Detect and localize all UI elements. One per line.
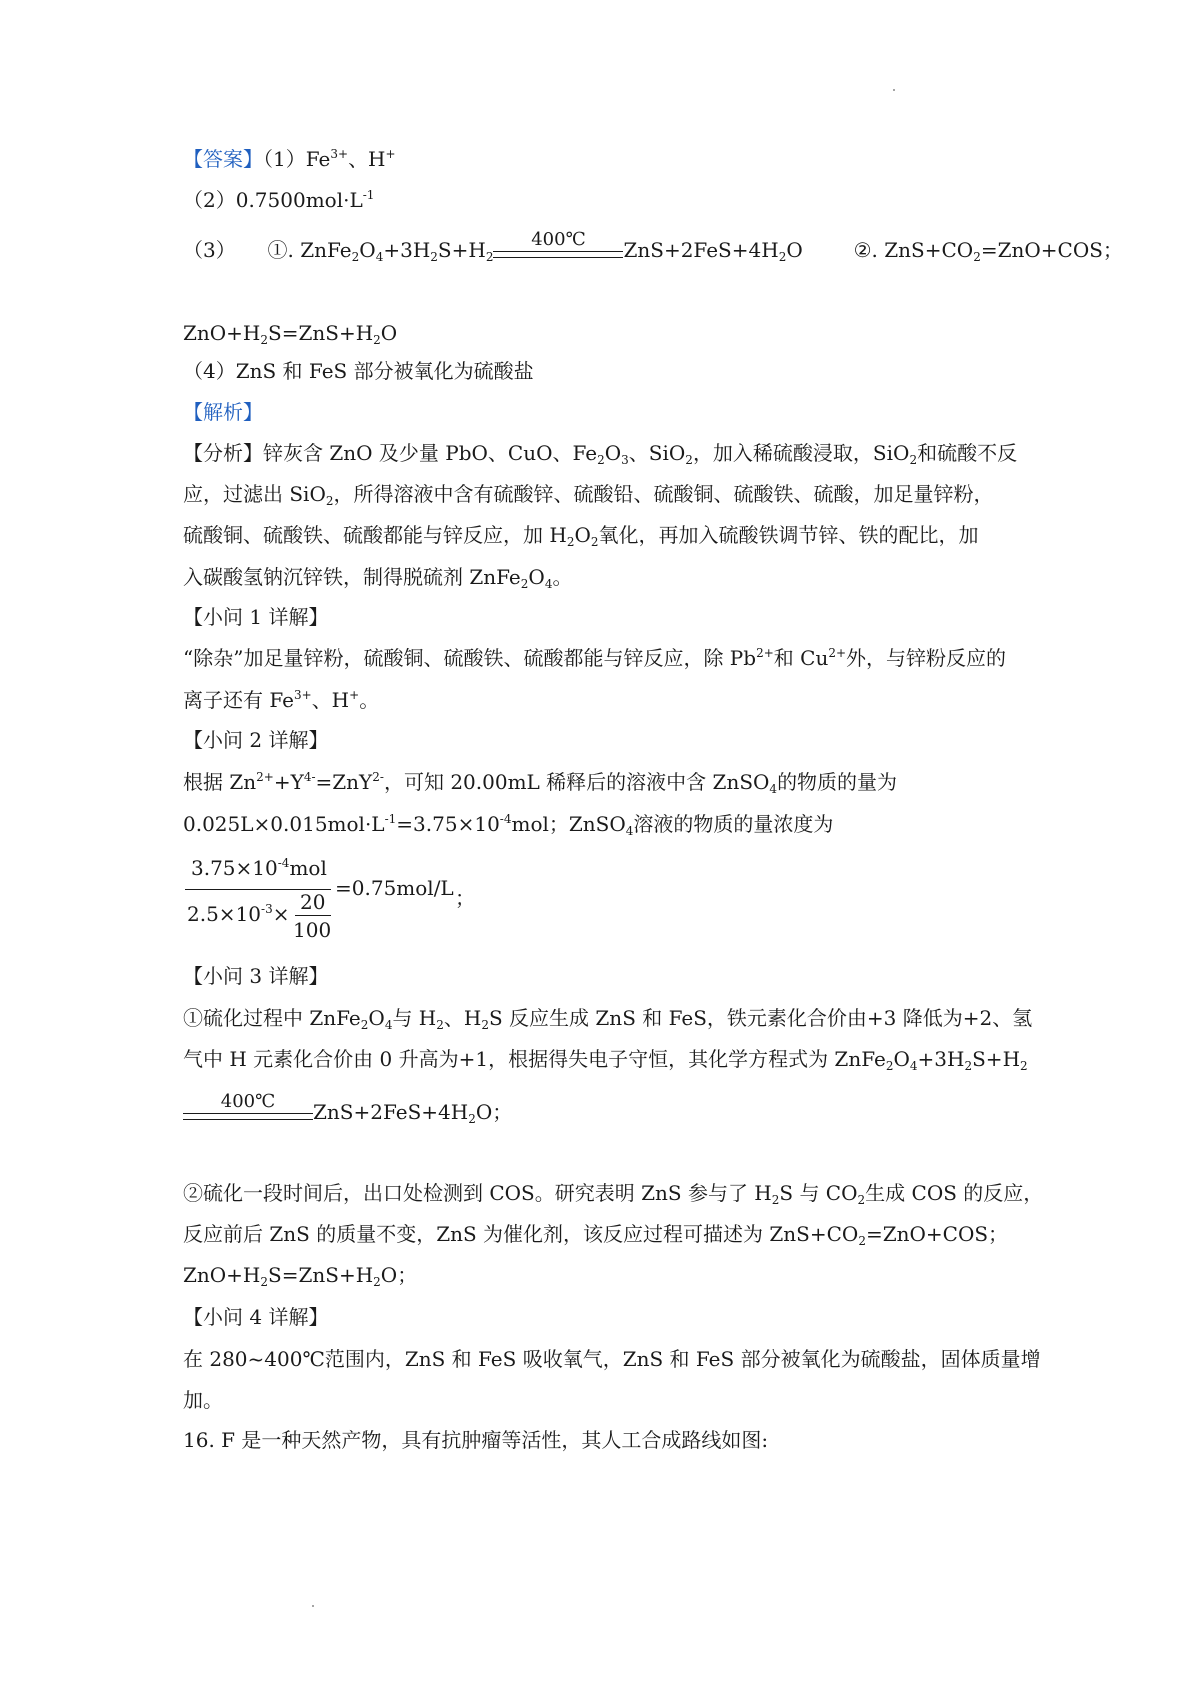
q2-line-2: $0.025L\times 0.015mol\cdot L^{-1}=3.75\times 10^{-4}mol$；ZnSO$_4$溶液的物质的量浓度为 [183,812,834,838]
analysis-para-line-2: 应，过滤出 SiO$_2$，所得溶液中含有硫酸锌、硫酸铅、硫酸铜、硫酸铁、硫酸，加足量锌粉， [183,482,994,508]
fraction-numerator: $3.75\times 10^{-4}mol$ [191,856,327,880]
q3-heading: 【小问 3 详解】 [183,964,329,988]
reaction-arrow: 400℃ [493,230,623,264]
q3-line-3: 400℃ $ZnS+2FeS+4H_2O$； [183,1092,512,1140]
q4-line-1: 在 280~400℃范围内，ZnS 和 FeS 吸收氧气，ZnS 和 FeS 部分被氧化为硫酸盐，固体质量增 [183,1347,1041,1371]
concentration-fraction: $3.75\times 10^{-4}mol$ $2.5\times 10^{-3}\times$ 20 100 =0.75mol/L ； [187,856,475,942]
analysis-para-line-1: 【分析】锌灰含 ZnO 及少量 PbO、CuO、$Fe_2O_3$、SiO$_2$，加入稀硫酸浸取，SiO$_2$和硫酸不反 [183,441,1018,467]
q2-line-1: 根据 $Zn^{2+}+Y^{4-}=ZnY^{2-}$，可知 20.00mL 稀释后的溶液中含 ZnSO$_4$的物质的量为 [183,770,898,796]
answer-line-2: $(2)0.7500mol\cdot L^{-1}$ [183,188,375,212]
fenxi-tag: 【分析】 [183,441,263,465]
question-16-stem: 16. F 是一种天然产物，具有抗肿瘤等活性，其人工合成路线如图: [183,1428,769,1452]
q1-line-1: “除杂”加足量锌粉，硫酸铜、硫酸铁、硫酸都能与锌反应，除 $Pb^{2+}$和 $Cu^{2+}$外，与锌粉反应的 [183,646,1007,670]
analysis-para-line-3: 硫酸铜、硫酸铁、硫酸都能与锌反应，加 $H_2O_2$氧化，再加入硫酸铁调节锌、铁的配比，加 [183,523,979,549]
answer-line-3b: $ZnO+H_2S=ZnS+H_2O$ [183,321,398,347]
answer-line-4: （4）ZnS 和 FeS 部分被氧化为硫酸盐 [183,359,534,383]
q3-line-1: ①硫化过程中 $ZnFe_2O_4$与 $H_2$、$H_2S$ 反应生成 ZnS 和 FeS，铁元素化合价由+3 降低为+2、氢 [183,1006,1033,1032]
q3-line-4: ②硫化一段时间后，出口处检测到 COS。研究表明 ZnS 参与了 $H_2S$ 与 $CO_2$生成 COS 的反应， [183,1181,1044,1207]
page-speck [893,89,895,91]
fraction-result: =0.75mol/L [335,876,454,900]
q4-heading: 【小问 4 详解】 [183,1305,329,1329]
fraction-denominator: $2.5\times 10^{-3}\times$ [187,902,290,926]
q1-line-2: 离子还有 $Fe^{3+}$、H+。 [183,688,380,712]
answer-tag: 【答案】 [183,147,263,171]
reaction-arrow: 400℃ [183,1092,313,1126]
q1-heading: 【小问 1 详解】 [183,605,329,629]
analysis-para-line-4: 入碳酸氢钠沉锌铁，制得脱硫剂 $ZnFe_2O_4$。 [183,565,573,591]
answer-line-3: （3） ①. $ZnFe_2O_4+3H_2S+H_2$ 400℃ $ZnS+2FeS+4H_2O$ ②. $ZnS+CO_2=ZnO+COS$； [183,229,1123,264]
page-speck [312,1605,314,1607]
answer-line-1: 【答案】$(1)Fe^{3+}$、H+ [183,147,396,171]
q4-line-2: 加。 [183,1388,223,1412]
q3-line-5: 反应前后 ZnS 的质量不变，ZnS 为催化剂，该反应过程可描述为 $ZnS+CO_2=ZnO+COS$； [183,1222,1009,1248]
q2-heading: 【小问 2 详解】 [183,728,329,752]
analysis-tag: 【解析】 [183,400,263,424]
q3-line-2: 气中 H 元素化合价由 0 升高为+1，根据得失电子守恒，其化学方程式为 $ZnFe_2O_4+3H_2S+H_2$ [183,1047,1028,1073]
q3-line-6: $ZnO+H_2S=ZnS+H_2O$； [183,1263,418,1289]
